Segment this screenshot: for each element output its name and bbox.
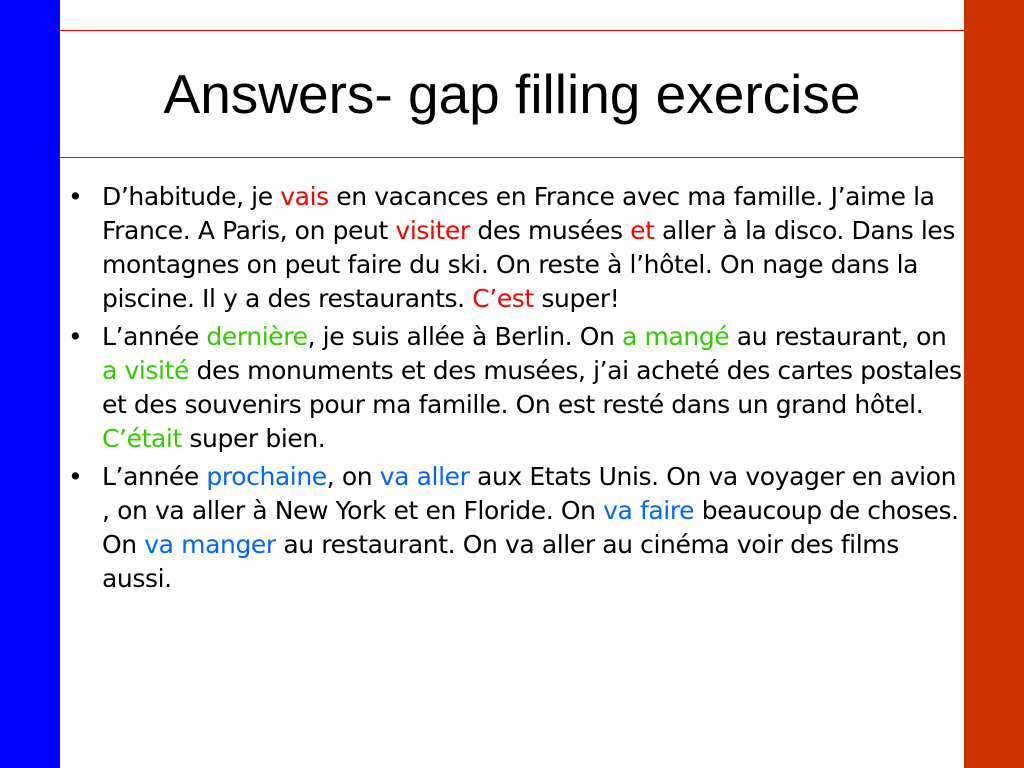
text: , je suis allée à Berlin. On (307, 322, 623, 351)
bullet-marker: • (68, 462, 83, 491)
text: des monuments et des musées, j’ai acheté des cartes postales et des souvenirs pour ma famille. On est resté dans un grand hôtel. (102, 356, 962, 419)
bullet-marker: • (68, 182, 83, 211)
text: L’année (102, 322, 207, 351)
paragraph-habitual (62, 180, 964, 316)
text: , on (326, 462, 380, 491)
right-red-stripe (964, 0, 1024, 768)
answer-vais: vais (280, 182, 329, 211)
text: super! (533, 284, 620, 313)
bullet-marker: • (68, 322, 83, 351)
text: beaucoup de choses. On (102, 496, 959, 559)
slide-title: Answers- gap filling exercise (163, 63, 861, 125)
answer-va-faire: va faire (603, 496, 695, 525)
answer-derniere: dernière (206, 322, 308, 351)
answer-cest: C’est (472, 284, 534, 313)
answer-va-aller: va aller (379, 462, 470, 491)
answer-list (62, 180, 964, 600)
answer-va-manger: va manger (144, 530, 276, 559)
text: au restaurant. On va aller au cinéma voir des films aussi. (102, 530, 899, 593)
text: aux Etats Unis. On va voyager en avion , on va aller à New York et en Floride. On (102, 462, 957, 525)
left-blue-stripe (0, 0, 60, 768)
answer-et: et (630, 216, 655, 245)
text: D’habitude, je (102, 182, 281, 211)
answer-prochaine: prochaine (206, 462, 327, 491)
answer-a-visite: a visité (102, 356, 189, 385)
text: super bien. (181, 424, 326, 453)
text: en vacances en France avec ma famille. J’aime la France. A Paris, on peut (102, 182, 935, 245)
text: L’année (102, 462, 207, 491)
text: aller à la disco. Dans les montagnes on peut faire du ski. On reste à l’hôtel. On nage dans la piscine. Il y a des restaurants. (102, 216, 956, 313)
answer-cetait: C’était (102, 424, 182, 453)
text: au restaurant, on (729, 322, 947, 351)
text: des musées (469, 216, 631, 245)
paragraph-past (62, 320, 964, 456)
answer-visiter: visiter (395, 216, 470, 245)
title-bottom-rule (60, 157, 964, 158)
answer-a-mange: a mangé (622, 322, 730, 351)
paragraph-future (62, 460, 964, 596)
title-top-rule (60, 30, 964, 31)
